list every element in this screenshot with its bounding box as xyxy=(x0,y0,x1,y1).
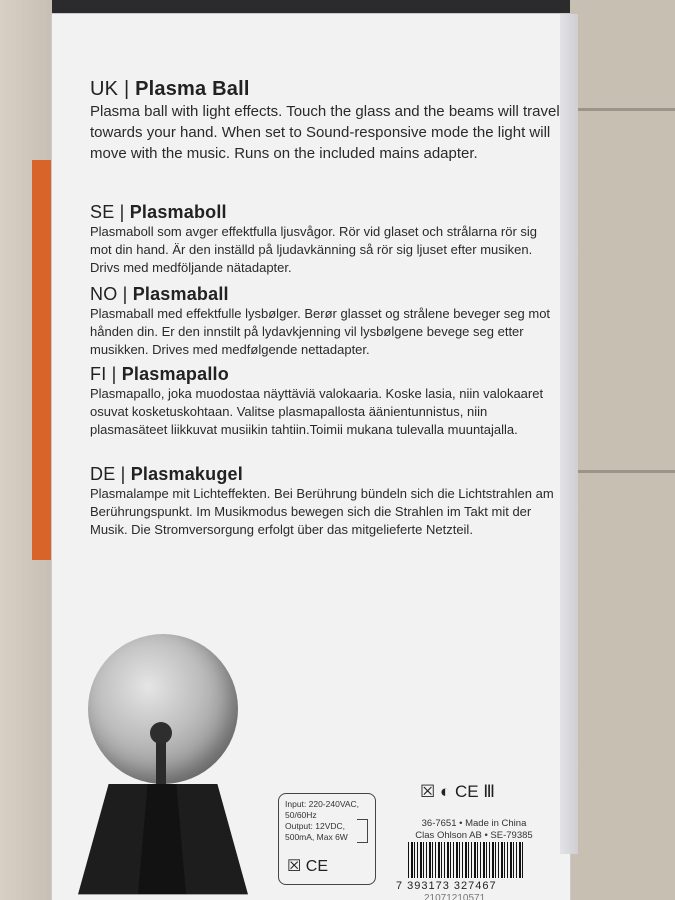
lang-code: UK | xyxy=(90,78,130,100)
weee-ce-icons: ☒ CE xyxy=(287,858,329,875)
lang-code: DE | xyxy=(90,464,126,484)
section-uk xyxy=(90,78,560,164)
tile-grout xyxy=(570,108,675,111)
section-title xyxy=(90,464,560,485)
lamp-core xyxy=(150,722,172,744)
lang-code: SE | xyxy=(90,202,125,222)
section-fi xyxy=(90,364,560,439)
product-name: Plasmaball xyxy=(132,284,229,304)
section-title xyxy=(90,78,560,101)
spec-line: Input: 220-240VAC, xyxy=(285,799,360,809)
section-text: Plasmapallo, joka muodostaa näyttäviä valokaaria. Koske lasia, niin valokaaret osuvat kosketuskohtaan. Valitse plasmapallosta äänientunnistus, niin plasmasäteet liikkuvat musiikin tahtiin.Toimii mukana tulevalla muuntajalla. xyxy=(90,386,544,437)
product-name: Plasmaboll xyxy=(129,202,227,222)
product-name: Plasma Ball xyxy=(135,78,250,100)
section-no xyxy=(90,284,560,359)
section-de xyxy=(90,464,560,539)
ean-number: 7 393173 327467 xyxy=(396,880,497,892)
orange-stripe xyxy=(32,160,54,560)
lang-code: FI | xyxy=(90,364,117,384)
certification-icons: ☒ ◐ CE Ⅲ xyxy=(420,782,496,801)
product-name: Plasmapallo xyxy=(121,364,229,384)
spec-line: 50/60Hz xyxy=(285,810,317,820)
lamp-rod xyxy=(156,738,166,788)
barcode xyxy=(408,842,524,878)
box-side xyxy=(560,14,578,854)
lang-code: NO | xyxy=(90,284,128,304)
tile-grout xyxy=(570,470,675,473)
section-text: Plasma ball with light effects. Touch the glass and the beams will travel towards your hand. When set to Sound-responsive mode the light will move with the music. Runs on the included mains adapter. xyxy=(90,103,560,162)
lot-number: 21071210571 xyxy=(424,893,486,900)
section-text: Plasmaball med effektfulle lysbølger. Berør glasset og strålene beveger seg mot hånden din. Er den innstilt på lydavkjenning vil lysbølgene bevege seg etter musikken. Drives med medfølgende nettadapter. xyxy=(90,306,551,357)
product-name: Plasmakugel xyxy=(130,464,243,484)
section-title xyxy=(90,284,560,305)
section-se xyxy=(90,202,560,277)
plug-icon xyxy=(357,819,368,843)
plasma-lamp-image xyxy=(78,634,258,900)
adapter-spec-box xyxy=(278,793,376,885)
address-line: Clas Ohlson AB • SE-79385 xyxy=(415,830,533,841)
left-object xyxy=(0,0,52,900)
section-title xyxy=(90,364,560,385)
article-line: 36-7651 • Made in China xyxy=(421,818,527,829)
section-text: Plasmaboll som avger effektfulla ljusvågor. Rör vid glaset och strålarna rör sig mot din hand. Är den inställd på ljudavkänning så rör sig ljuset efter musiken. Drivs med medföljande nätadapter. xyxy=(90,224,538,275)
spec-line: 500mA, Max 6W xyxy=(285,832,348,842)
spec-line: Output: 12VDC, xyxy=(285,821,346,831)
section-title xyxy=(90,202,560,223)
section-text: Plasmalampe mit Lichteffekten. Bei Berührung bündeln sich die Lichtstrahlen am Berührungspunkt. Im Musikmodus bewegen sich die Strahlen im Takt mit der Musik. Die Stromversorgung erfolgt über das mitgelieferte Netzteil. xyxy=(90,486,554,537)
spec-text xyxy=(285,799,359,843)
